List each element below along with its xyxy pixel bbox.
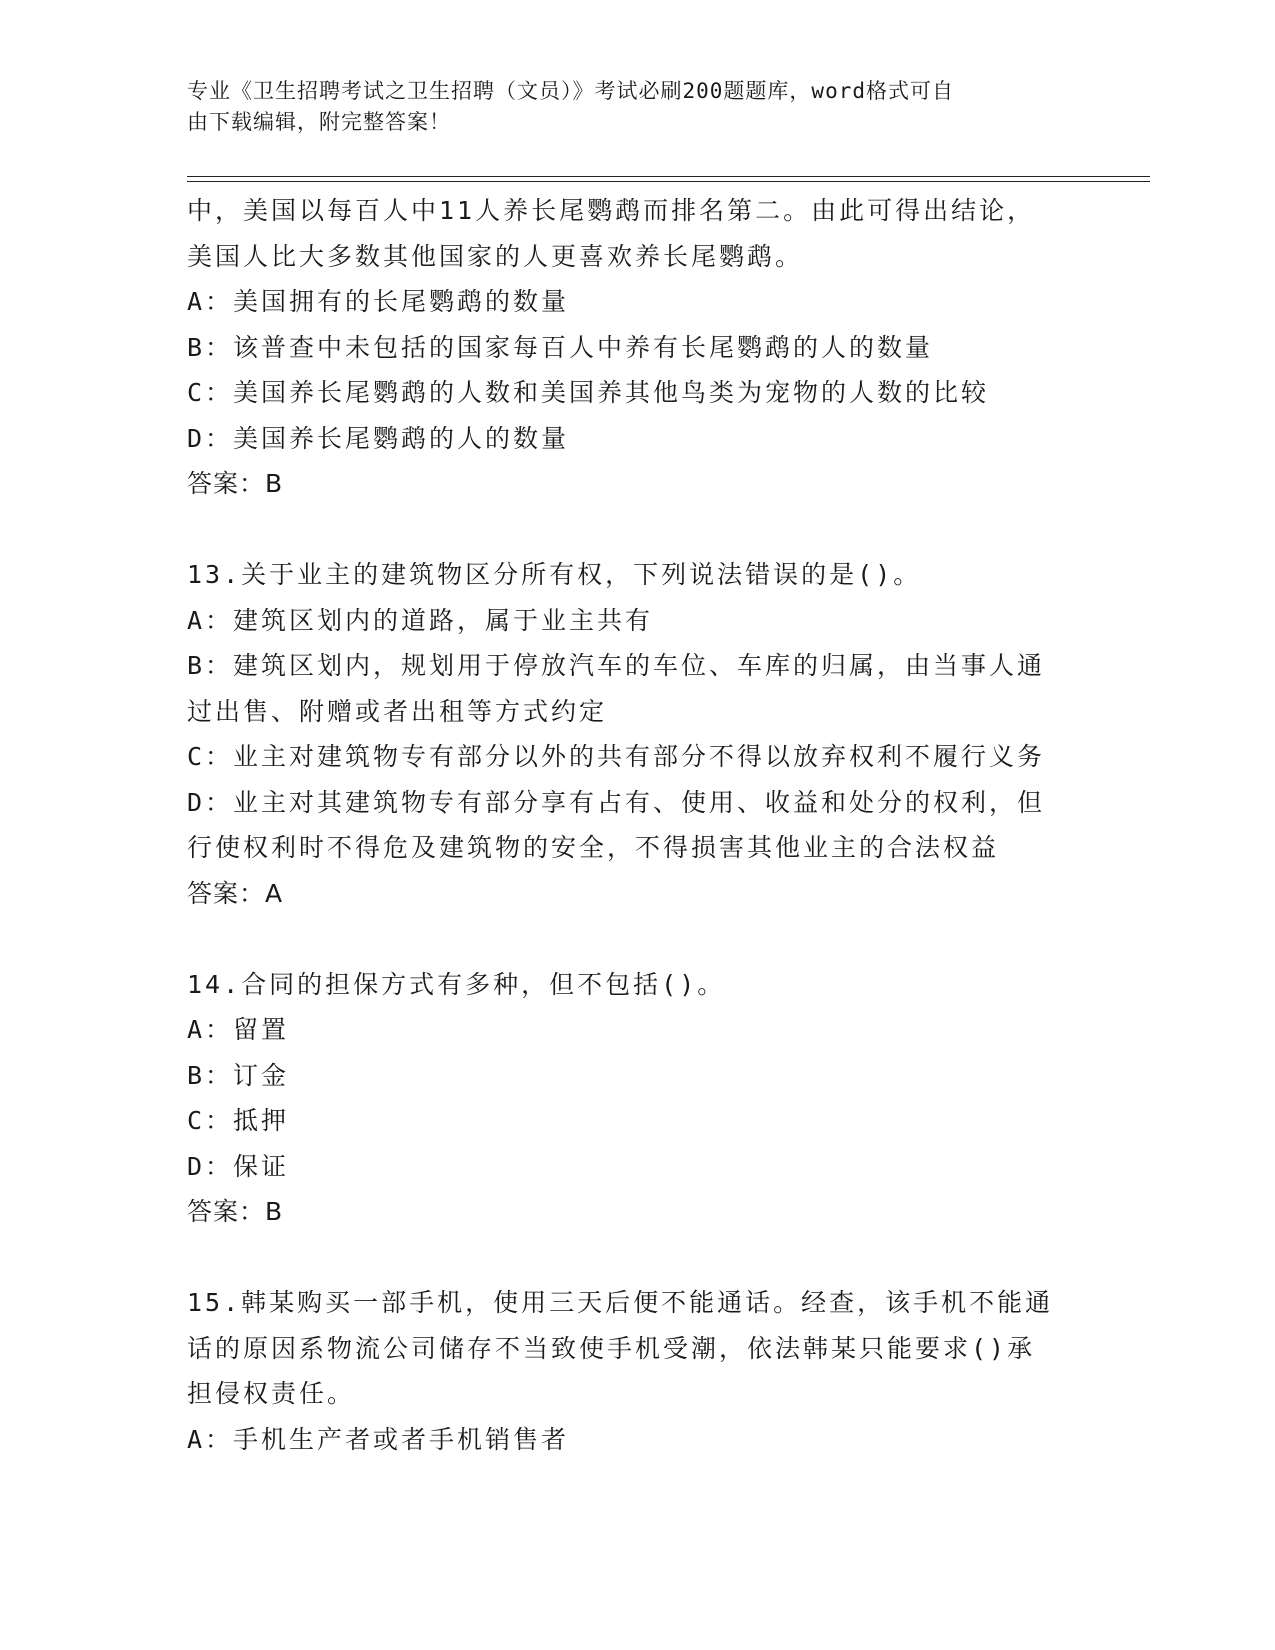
option-d: D：美国养长尾鹦鹉的人的数量 — [187, 423, 570, 453]
option-a: A：留置 — [187, 1015, 290, 1044]
question-stem-continued: 话的原因系物流公司储存不当致使手机受潮，依法韩某只能要求()承 — [187, 1333, 1036, 1363]
question-stem: 14.合同的担保方式有多种，但不包括()。 — [187, 969, 726, 999]
document-header — [187, 76, 1067, 138]
option-c: C：抵押 — [187, 1106, 290, 1135]
option-a: A：手机生产者或者手机销售者 — [187, 1424, 570, 1454]
question-12-continuation — [187, 188, 1087, 507]
answer-line: 答案：A — [187, 878, 284, 908]
answer-line: 答案：B — [187, 1197, 284, 1226]
question-stem: 15.韩某购买一部手机，使用三天后便不能通话。经查，该手机不能通 — [187, 1288, 1054, 1317]
question-spacer — [187, 916, 1087, 962]
option-d: D：业主对其建筑物专有部分享有占有、使用、收益和处分的权利，但 — [187, 787, 1046, 817]
question-stem: 13.关于业主的建筑物区分所有权，下列说法错误的是()。 — [187, 560, 922, 589]
question-13 — [187, 552, 1087, 916]
header-line-1: 专业《卫生招聘考试之卫生招聘（文员）》考试必刷200题题库，word格式可自 — [187, 79, 954, 103]
option-b: B：该普查中未包括的国家每百人中养有长尾鹦鹉的人的数量 — [187, 332, 934, 362]
option-b: B：建筑区划内，规划用于停放汽车的车位、车库的归属，由当事人通 — [187, 651, 1046, 680]
question-stem-continued: 担侵权责任。 — [187, 1379, 356, 1408]
question-text-line: 中，美国以每百人中11人养长尾鹦鹉而排名第二。由此可得出结论， — [187, 196, 1036, 225]
question-spacer — [187, 507, 1087, 553]
document-body — [187, 188, 1087, 1462]
option-a: A：美国拥有的长尾鹦鹉的数量 — [187, 287, 570, 316]
option-d: D：保证 — [187, 1151, 290, 1181]
question-spacer — [187, 1235, 1087, 1281]
question-15 — [187, 1280, 1087, 1462]
option-b-continued: 过出售、附赠或者出租等方式约定 — [187, 696, 608, 726]
question-text-line: 美国人比大多数其他国家的人更喜欢养长尾鹦鹉。 — [187, 241, 804, 271]
option-d-continued: 行使权利时不得危及建筑物的安全，不得损害其他业主的合法权益 — [187, 833, 1000, 862]
option-b: B：订金 — [187, 1060, 290, 1090]
option-c: C：美国养长尾鹦鹉的人数和美国养其他鸟类为宠物的人数的比较 — [187, 378, 990, 407]
header-rule-top — [187, 176, 1150, 177]
header-line-2: 由下载编辑，附完整答案！ — [187, 110, 451, 134]
question-14 — [187, 962, 1087, 1235]
option-a: A：建筑区划内的道路，属于业主共有 — [187, 605, 654, 635]
answer-line: 答案：B — [187, 469, 284, 498]
header-rule-bottom — [187, 181, 1150, 182]
option-c: C：业主对建筑物专有部分以外的共有部分不得以放弃权利不履行义务 — [187, 742, 1046, 771]
